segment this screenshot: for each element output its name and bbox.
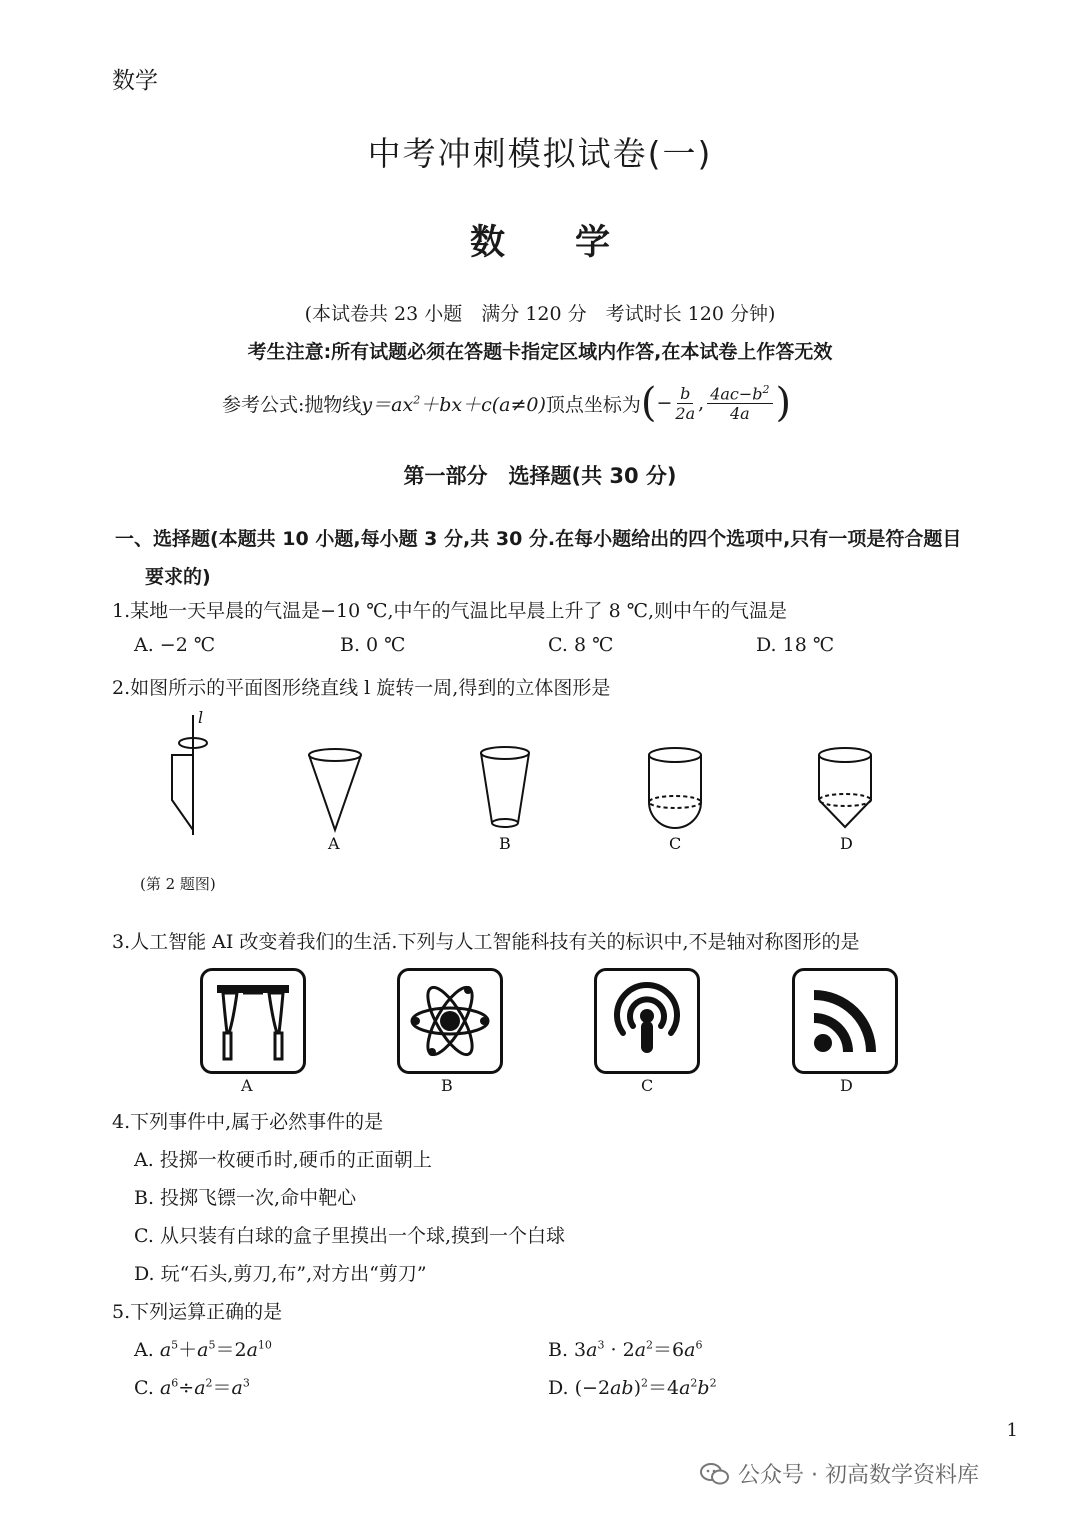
figure-c-label: C [669, 834, 682, 853]
q1-option-a: A. −2 ℃ [134, 634, 216, 656]
q5-option-d: D. $(-2ab)^2=4a^2b^2$ [548, 1376, 717, 1399]
signal-antenna-icon [597, 971, 697, 1071]
exam-info: (本试卷共 23 小题 满分 120 分 考试时长 120 分钟) [304, 303, 776, 325]
subject-heading: 数 学 [469, 223, 610, 263]
subject-tag: 数学 [112, 68, 158, 94]
q5-option-b: B. $3a^3 \cdot 2a^2=6a^6$ [548, 1338, 703, 1361]
q1-option-b: B. 0 ℃ [340, 634, 406, 656]
atom-icon [400, 971, 500, 1071]
q3-option-a-label: A [241, 1076, 253, 1095]
axis-label: l [198, 708, 204, 727]
q3-option-a-box [200, 968, 306, 1074]
reference-formula: 参考公式:抛物线 $y=ax^2+bx+c(a\ne 0)$ 顶点坐标为 ( − $\frac{b}{2a}$ , $\frac{4ac-b^2}{4a}$ ) [222, 380, 792, 426]
parabola-equation: $y=ax^2+bx+c(a\ne 0)$ [361, 393, 546, 416]
q4-option-b: B. 投掷飞镖一次,命中靶心 [134, 1187, 357, 1209]
wechat-icon [700, 1462, 730, 1486]
q3-option-d-box [792, 968, 898, 1074]
q4-option-d: D. 玩“石头,剪刀,布”,对方出“剪刀” [134, 1263, 427, 1285]
vertex-paren-left: ( [640, 380, 657, 426]
section-heading: 一、选择题(本题共 10 小题,每小题 3 分,共 30 分.在每小题给出的四个选项中,只有一项是符合题目要求的) [115, 528, 962, 588]
question-5-stem: 5.下列运算正确的是 [112, 1301, 283, 1323]
formula-mid: 顶点坐标为 [545, 393, 641, 416]
question-4-stem: 4.下列事件中,属于必然事件的是 [112, 1111, 384, 1133]
q5-option-c: C. $a^6\div a^2=a^3$ [134, 1376, 250, 1399]
q2-figures [150, 705, 910, 855]
q4-option-a: A. 投掷一枚硬币时,硬币的正面朝上 [134, 1149, 432, 1171]
question-1-stem: 1.某地一天早晨的气温是−10 ℃,中午的气温比早晨上升了 8 ℃,则中午的气温是 [112, 600, 788, 622]
figure-b-label: B [499, 834, 511, 853]
q1-option-d: D. 18 ℃ [756, 634, 835, 656]
formula-prefix: 参考公式:抛物线 [222, 393, 362, 416]
plane-figure [172, 715, 207, 835]
q3-option-b-label: B [441, 1076, 453, 1095]
vertex-paren-right: ) [775, 380, 792, 426]
q3-option-c-box [594, 968, 700, 1074]
curtain-icon [203, 971, 303, 1071]
figure-d-cylinder-cone [819, 748, 871, 827]
q2-figure-caption: (第 2 题图) [140, 875, 216, 893]
vertex-x-fraction: $\frac{b}{2a}$ [675, 383, 696, 423]
rss-icon [795, 971, 895, 1071]
question-2-stem: 2.如图所示的平面图形绕直线 l 旋转一周,得到的立体图形是 [112, 677, 611, 699]
exam-notice: 考生注意:所有试题必须在答题卡指定区域内作答,在本试卷上作答无效 [247, 341, 833, 363]
q4-option-c: C. 从只装有白球的盒子里摸出一个球,摸到一个白球 [134, 1225, 565, 1247]
q5-option-a: A. $a^5+a^5=2a^{10}$ [134, 1338, 272, 1361]
q1-option-c: C. 8 ℃ [548, 634, 614, 656]
vertex-minus: − [656, 392, 673, 414]
q3-option-c-label: C [641, 1076, 654, 1095]
question-3-stem: 3.人工智能 AI 改变着我们的生活.下列与人工智能科技有关的标识中,不是轴对称图形的是 [112, 931, 860, 953]
vertex-y-fraction: $\frac{4ac-b^2}{4a}$ [707, 383, 772, 423]
watermark [700, 1458, 979, 1489]
part-title: 第一部分 选择题(共 30 分) [403, 464, 677, 488]
exam-title: 中考冲刺模拟试卷(一) [367, 134, 713, 173]
q3-option-b-box [397, 968, 503, 1074]
q3-option-d-label: D [840, 1076, 853, 1095]
page-number: 1 [1006, 1420, 1018, 1441]
watermark-text: 公众号 · 初高数学资料库 [738, 1463, 979, 1488]
figure-a-label: A [328, 834, 340, 853]
figure-a-cone [309, 749, 361, 830]
figure-c-cylinder-hemisphere [649, 748, 701, 828]
figure-d-label: D [840, 834, 853, 853]
figure-b-frustum [481, 747, 529, 827]
